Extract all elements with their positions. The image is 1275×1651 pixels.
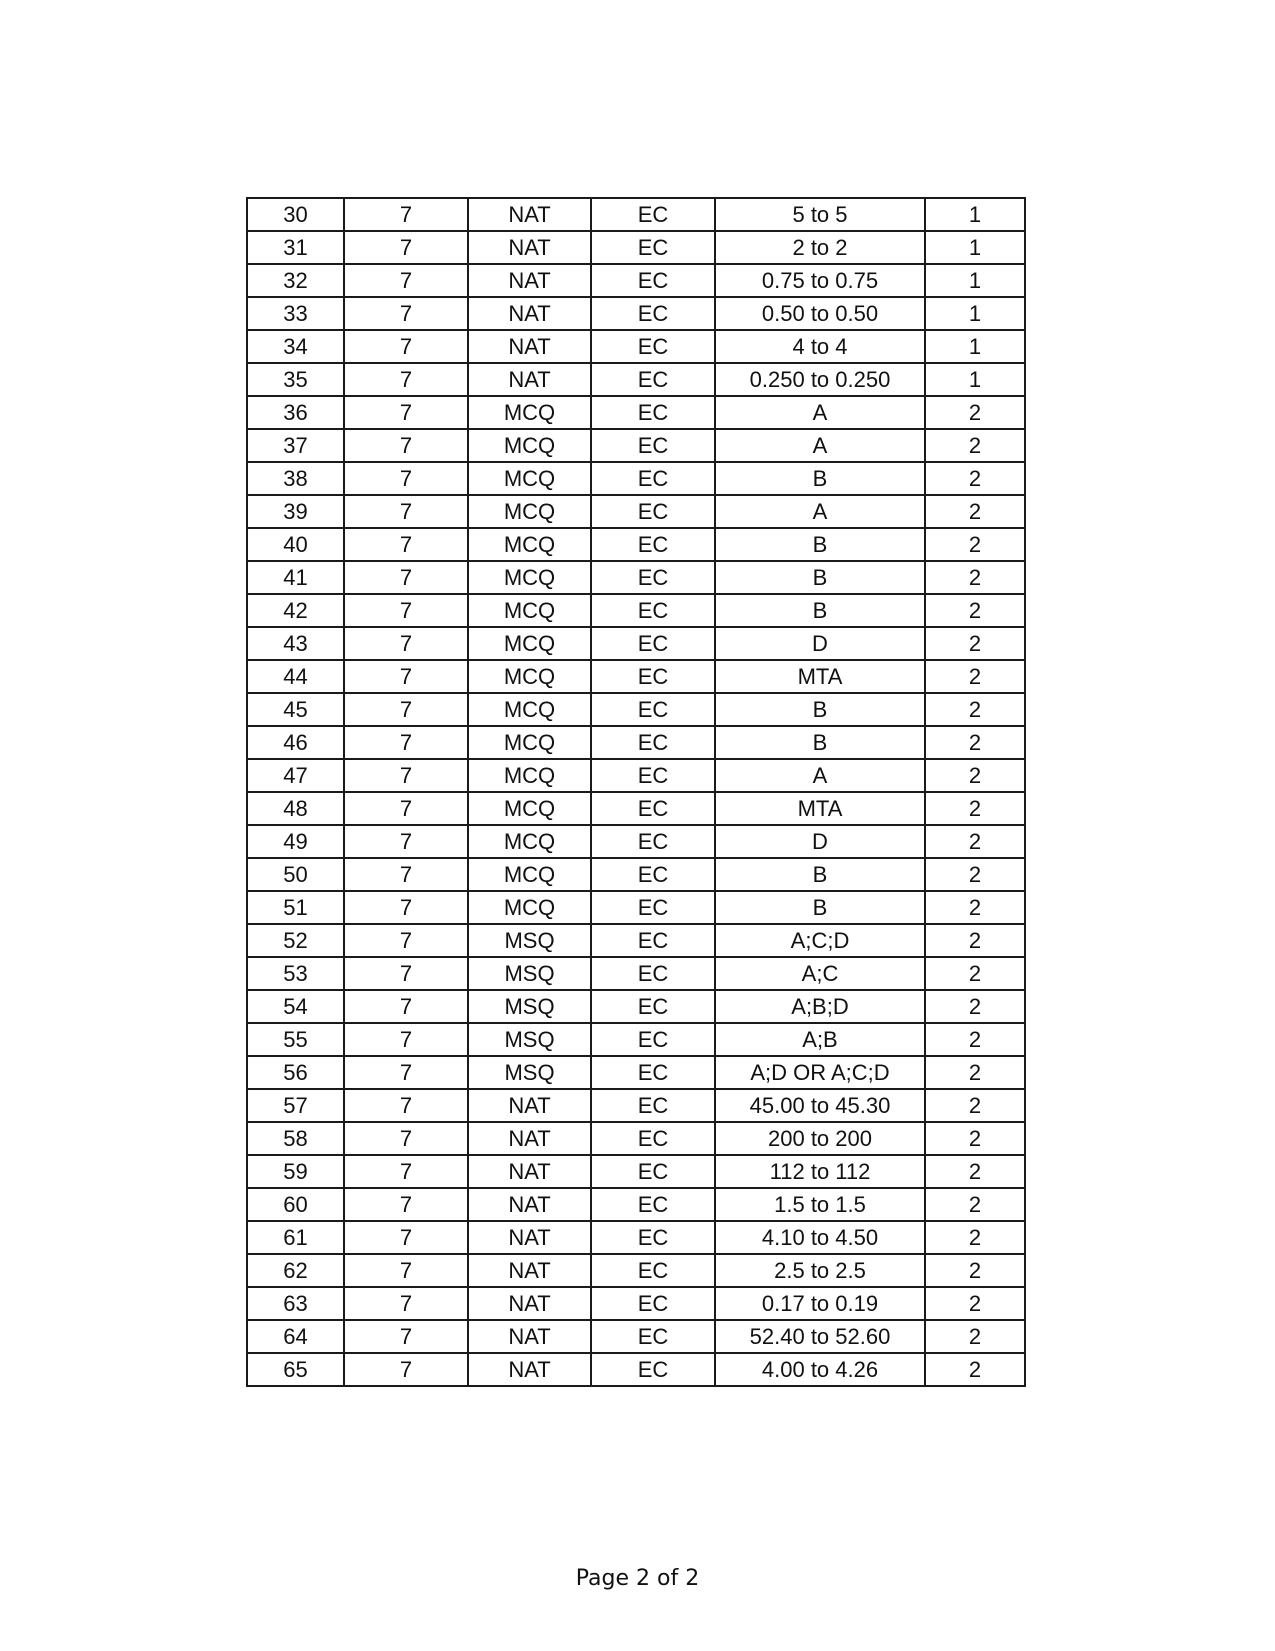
marks-cell: 2 (925, 1221, 1025, 1254)
marks-cell: 2 (925, 1353, 1025, 1386)
table-row (247, 1023, 1025, 1056)
marks-cell: 2 (925, 1287, 1025, 1320)
question-type-cell: NAT (468, 1320, 591, 1353)
answer-key-cell: MTA (715, 792, 925, 825)
session-cell: 7 (344, 462, 468, 495)
question-number-cell: 54 (247, 990, 344, 1023)
section-cell: EC (591, 264, 715, 297)
answer-key-cell: 2 to 2 (715, 231, 925, 264)
question-type-cell: NAT (468, 363, 591, 396)
question-type-cell: MCQ (468, 693, 591, 726)
question-number-cell: 59 (247, 1155, 344, 1188)
table-row (247, 462, 1025, 495)
table-row (247, 1155, 1025, 1188)
question-number-cell: 43 (247, 627, 344, 660)
section-cell: EC (591, 594, 715, 627)
table-row (247, 1320, 1025, 1353)
question-type-cell: MCQ (468, 594, 591, 627)
session-cell: 7 (344, 858, 468, 891)
table-row (247, 297, 1025, 330)
section-cell: EC (591, 957, 715, 990)
table-row (247, 990, 1025, 1023)
section-cell: EC (591, 1320, 715, 1353)
answer-key-cell: A (715, 429, 925, 462)
session-cell: 7 (344, 1254, 468, 1287)
answer-key-cell: A;C;D (715, 924, 925, 957)
question-type-cell: MSQ (468, 1023, 591, 1056)
table-row (247, 858, 1025, 891)
session-cell: 7 (344, 660, 468, 693)
question-number-cell: 56 (247, 1056, 344, 1089)
question-number-cell: 61 (247, 1221, 344, 1254)
answer-key-cell: A;C (715, 957, 925, 990)
question-number-cell: 52 (247, 924, 344, 957)
table-row (247, 1287, 1025, 1320)
section-cell: EC (591, 462, 715, 495)
question-type-cell: MSQ (468, 990, 591, 1023)
marks-cell: 2 (925, 594, 1025, 627)
question-number-cell: 65 (247, 1353, 344, 1386)
marks-cell: 2 (925, 627, 1025, 660)
answer-key-cell: 4.10 to 4.50 (715, 1221, 925, 1254)
table-row (247, 825, 1025, 858)
marks-cell: 2 (925, 561, 1025, 594)
section-cell: EC (591, 396, 715, 429)
answer-key-cell: B (715, 462, 925, 495)
section-cell: EC (591, 990, 715, 1023)
section-cell: EC (591, 495, 715, 528)
session-cell: 7 (344, 561, 468, 594)
table-row (247, 759, 1025, 792)
section-cell: EC (591, 1287, 715, 1320)
answer-key-cell: D (715, 627, 925, 660)
answer-key-cell: B (715, 561, 925, 594)
marks-cell: 2 (925, 693, 1025, 726)
answer-key-cell: MTA (715, 660, 925, 693)
table-row (247, 660, 1025, 693)
session-cell: 7 (344, 792, 468, 825)
question-number-cell: 45 (247, 693, 344, 726)
table-row (247, 528, 1025, 561)
answer-key-cell: 5 to 5 (715, 198, 925, 231)
table-row (247, 561, 1025, 594)
question-type-cell: MSQ (468, 957, 591, 990)
question-number-cell: 62 (247, 1254, 344, 1287)
section-cell: EC (591, 1056, 715, 1089)
question-type-cell: NAT (468, 330, 591, 363)
answer-key-cell: 200 to 200 (715, 1122, 925, 1155)
question-type-cell: MCQ (468, 627, 591, 660)
marks-cell: 2 (925, 396, 1025, 429)
question-number-cell: 37 (247, 429, 344, 462)
question-number-cell: 44 (247, 660, 344, 693)
page-number: Page 2 of 2 (575, 1566, 700, 1591)
answer-key-cell: B (715, 891, 925, 924)
marks-cell: 2 (925, 1254, 1025, 1287)
question-number-cell: 42 (247, 594, 344, 627)
answer-key-cell: 112 to 112 (715, 1155, 925, 1188)
section-cell: EC (591, 297, 715, 330)
question-type-cell: NAT (468, 1155, 591, 1188)
question-number-cell: 41 (247, 561, 344, 594)
answer-key-cell: A (715, 396, 925, 429)
section-cell: EC (591, 825, 715, 858)
section-cell: EC (591, 1254, 715, 1287)
question-number-cell: 30 (247, 198, 344, 231)
section-cell: EC (591, 759, 715, 792)
session-cell: 7 (344, 495, 468, 528)
section-cell: EC (591, 1155, 715, 1188)
table-row (247, 330, 1025, 363)
table-row (247, 1056, 1025, 1089)
question-type-cell: NAT (468, 1353, 591, 1386)
table-row (247, 396, 1025, 429)
question-number-cell: 57 (247, 1089, 344, 1122)
section-cell: EC (591, 1122, 715, 1155)
session-cell: 7 (344, 726, 468, 759)
answer-key-cell: 0.250 to 0.250 (715, 363, 925, 396)
marks-cell: 2 (925, 792, 1025, 825)
session-cell: 7 (344, 1353, 468, 1386)
answer-key-cell: 45.00 to 45.30 (715, 1089, 925, 1122)
question-type-cell: MCQ (468, 726, 591, 759)
question-type-cell: MCQ (468, 495, 591, 528)
question-number-cell: 32 (247, 264, 344, 297)
question-type-cell: MCQ (468, 660, 591, 693)
question-type-cell: NAT (468, 1254, 591, 1287)
question-number-cell: 55 (247, 1023, 344, 1056)
session-cell: 7 (344, 693, 468, 726)
question-type-cell: MCQ (468, 561, 591, 594)
question-number-cell: 63 (247, 1287, 344, 1320)
question-number-cell: 33 (247, 297, 344, 330)
question-number-cell: 49 (247, 825, 344, 858)
answer-key-cell: 1.5 to 1.5 (715, 1188, 925, 1221)
table-row (247, 726, 1025, 759)
marks-cell: 2 (925, 1320, 1025, 1353)
section-cell: EC (591, 330, 715, 363)
answer-key-cell: B (715, 528, 925, 561)
marks-cell: 1 (925, 297, 1025, 330)
marks-cell: 2 (925, 924, 1025, 957)
session-cell: 7 (344, 330, 468, 363)
table-row (247, 693, 1025, 726)
question-type-cell: MCQ (468, 462, 591, 495)
answer-key-cell: 0.50 to 0.50 (715, 297, 925, 330)
section-cell: EC (591, 1221, 715, 1254)
session-cell: 7 (344, 1155, 468, 1188)
question-type-cell: NAT (468, 1122, 591, 1155)
session-cell: 7 (344, 231, 468, 264)
session-cell: 7 (344, 1056, 468, 1089)
question-number-cell: 53 (247, 957, 344, 990)
marks-cell: 1 (925, 363, 1025, 396)
marks-cell: 2 (925, 858, 1025, 891)
session-cell: 7 (344, 264, 468, 297)
section-cell: EC (591, 1188, 715, 1221)
question-type-cell: MCQ (468, 759, 591, 792)
question-type-cell: MCQ (468, 429, 591, 462)
question-number-cell: 46 (247, 726, 344, 759)
question-number-cell: 38 (247, 462, 344, 495)
session-cell: 7 (344, 924, 468, 957)
answer-key-cell: 0.75 to 0.75 (715, 264, 925, 297)
question-number-cell: 40 (247, 528, 344, 561)
table-row (247, 198, 1025, 231)
marks-cell: 2 (925, 759, 1025, 792)
question-type-cell: MCQ (468, 792, 591, 825)
question-type-cell: NAT (468, 1221, 591, 1254)
section-cell: EC (591, 726, 715, 759)
answer-key-cell: 0.17 to 0.19 (715, 1287, 925, 1320)
table-row (247, 1221, 1025, 1254)
answer-key-cell: B (715, 726, 925, 759)
marks-cell: 2 (925, 1155, 1025, 1188)
question-type-cell: NAT (468, 1188, 591, 1221)
question-number-cell: 64 (247, 1320, 344, 1353)
section-cell: EC (591, 231, 715, 264)
section-cell: EC (591, 792, 715, 825)
section-cell: EC (591, 561, 715, 594)
section-cell: EC (591, 198, 715, 231)
marks-cell: 2 (925, 891, 1025, 924)
table-row (247, 1122, 1025, 1155)
session-cell: 7 (344, 891, 468, 924)
session-cell: 7 (344, 627, 468, 660)
question-number-cell: 39 (247, 495, 344, 528)
session-cell: 7 (344, 363, 468, 396)
session-cell: 7 (344, 198, 468, 231)
marks-cell: 2 (925, 660, 1025, 693)
session-cell: 7 (344, 297, 468, 330)
answer-key-cell: A;B (715, 1023, 925, 1056)
answer-key-cell: B (715, 858, 925, 891)
table-row (247, 495, 1025, 528)
session-cell: 7 (344, 1023, 468, 1056)
marks-cell: 2 (925, 1089, 1025, 1122)
session-cell: 7 (344, 957, 468, 990)
section-cell: EC (591, 627, 715, 660)
table-row (247, 792, 1025, 825)
question-type-cell: NAT (468, 231, 591, 264)
marks-cell: 2 (925, 429, 1025, 462)
answer-key-cell: A (715, 759, 925, 792)
answer-key-cell: 4 to 4 (715, 330, 925, 363)
question-type-cell: NAT (468, 264, 591, 297)
answer-key-cell: 52.40 to 52.60 (715, 1320, 925, 1353)
question-type-cell: NAT (468, 1089, 591, 1122)
section-cell: EC (591, 858, 715, 891)
marks-cell: 1 (925, 231, 1025, 264)
section-cell: EC (591, 429, 715, 462)
section-cell: EC (591, 660, 715, 693)
section-cell: EC (591, 528, 715, 561)
marks-cell: 1 (925, 330, 1025, 363)
question-type-cell: MSQ (468, 924, 591, 957)
marks-cell: 2 (925, 1188, 1025, 1221)
question-number-cell: 51 (247, 891, 344, 924)
question-type-cell: MCQ (468, 858, 591, 891)
marks-cell: 2 (925, 1122, 1025, 1155)
table-row (247, 1089, 1025, 1122)
table-row (247, 363, 1025, 396)
session-cell: 7 (344, 396, 468, 429)
session-cell: 7 (344, 990, 468, 1023)
section-cell: EC (591, 1023, 715, 1056)
question-type-cell: MCQ (468, 891, 591, 924)
question-type-cell: NAT (468, 297, 591, 330)
answer-key-cell: D (715, 825, 925, 858)
table-row (247, 231, 1025, 264)
table-row (247, 891, 1025, 924)
marks-cell: 2 (925, 528, 1025, 561)
question-type-cell: NAT (468, 1287, 591, 1320)
table-row (247, 594, 1025, 627)
answer-key-cell: B (715, 594, 925, 627)
session-cell: 7 (344, 429, 468, 462)
section-cell: EC (591, 363, 715, 396)
answer-key-table (246, 197, 1026, 1387)
question-number-cell: 50 (247, 858, 344, 891)
table-row (247, 627, 1025, 660)
question-number-cell: 47 (247, 759, 344, 792)
table-row (247, 1254, 1025, 1287)
question-type-cell: MCQ (468, 528, 591, 561)
section-cell: EC (591, 693, 715, 726)
marks-cell: 2 (925, 462, 1025, 495)
session-cell: 7 (344, 1221, 468, 1254)
question-number-cell: 48 (247, 792, 344, 825)
answer-key-cell: A;D OR A;C;D (715, 1056, 925, 1089)
question-number-cell: 34 (247, 330, 344, 363)
answer-key-cell: B (715, 693, 925, 726)
section-cell: EC (591, 1089, 715, 1122)
table-row (247, 429, 1025, 462)
answer-key-cell: 4.00 to 4.26 (715, 1353, 925, 1386)
answer-key-cell: A;B;D (715, 990, 925, 1023)
session-cell: 7 (344, 1287, 468, 1320)
marks-cell: 2 (925, 957, 1025, 990)
marks-cell: 2 (925, 1023, 1025, 1056)
session-cell: 7 (344, 1089, 468, 1122)
section-cell: EC (591, 891, 715, 924)
session-cell: 7 (344, 594, 468, 627)
marks-cell: 2 (925, 825, 1025, 858)
marks-cell: 2 (925, 990, 1025, 1023)
table-row (247, 1188, 1025, 1221)
marks-cell: 2 (925, 726, 1025, 759)
answer-key-cell: A (715, 495, 925, 528)
question-number-cell: 58 (247, 1122, 344, 1155)
table-row (247, 924, 1025, 957)
session-cell: 7 (344, 1320, 468, 1353)
question-number-cell: 35 (247, 363, 344, 396)
marks-cell: 1 (925, 264, 1025, 297)
marks-cell: 2 (925, 1056, 1025, 1089)
question-number-cell: 60 (247, 1188, 344, 1221)
question-number-cell: 31 (247, 231, 344, 264)
marks-cell: 2 (925, 495, 1025, 528)
answer-key-cell: 2.5 to 2.5 (715, 1254, 925, 1287)
question-type-cell: MSQ (468, 1056, 591, 1089)
table-row (247, 957, 1025, 990)
session-cell: 7 (344, 1188, 468, 1221)
table-row (247, 264, 1025, 297)
section-cell: EC (591, 1353, 715, 1386)
question-number-cell: 36 (247, 396, 344, 429)
marks-cell: 1 (925, 198, 1025, 231)
section-cell: EC (591, 924, 715, 957)
question-type-cell: MCQ (468, 825, 591, 858)
session-cell: 7 (344, 825, 468, 858)
session-cell: 7 (344, 1122, 468, 1155)
session-cell: 7 (344, 528, 468, 561)
session-cell: 7 (344, 759, 468, 792)
question-type-cell: MCQ (468, 396, 591, 429)
question-type-cell: NAT (468, 198, 591, 231)
answer-key-body (247, 198, 1025, 1386)
table-row (247, 1353, 1025, 1386)
